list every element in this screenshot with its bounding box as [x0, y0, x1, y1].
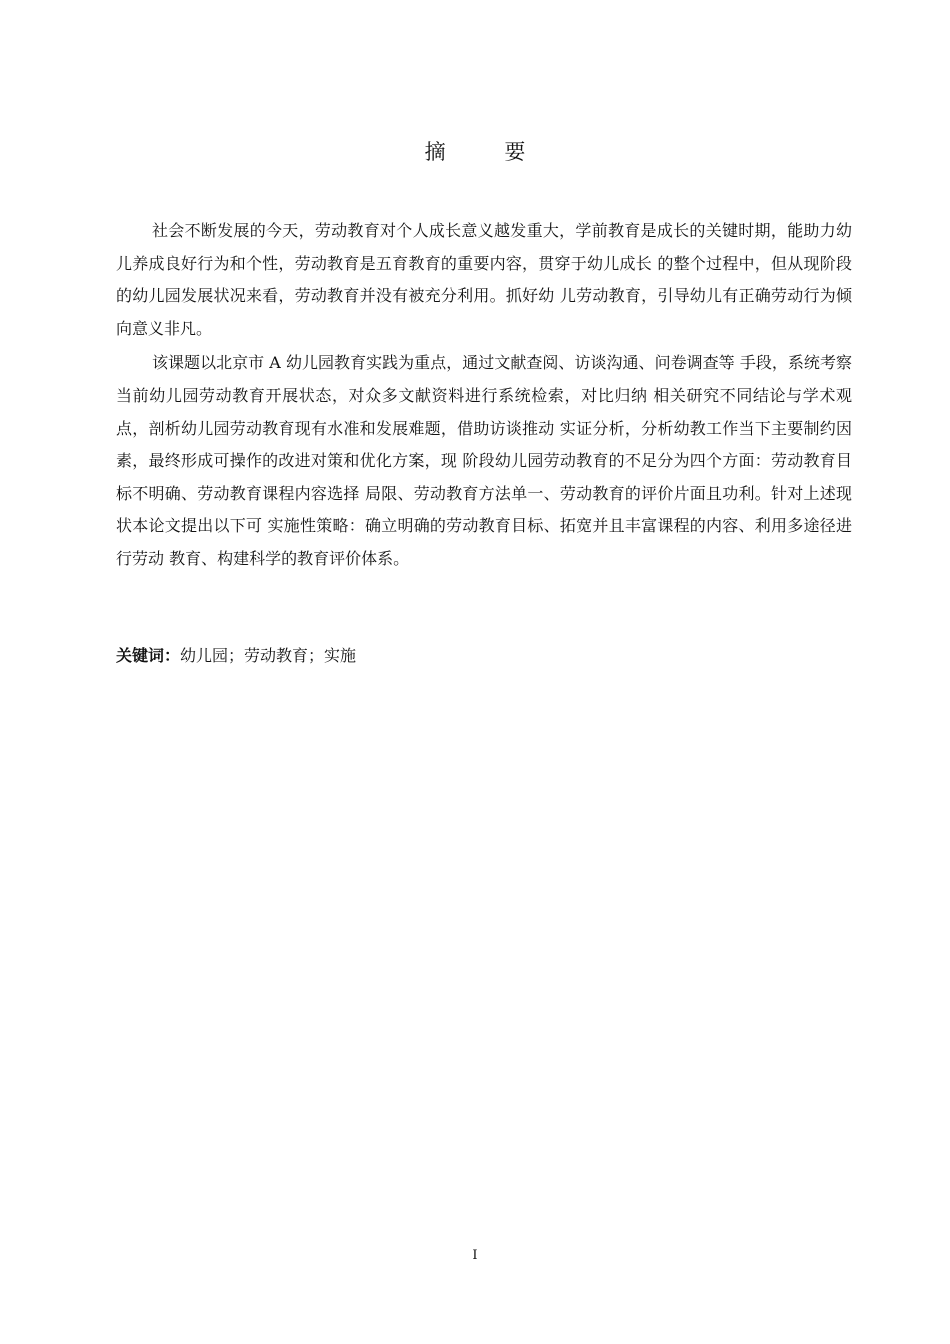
keywords-label: 关键词：: [116, 646, 181, 665]
abstract-title: 摘 要: [424, 140, 552, 165]
abstract-body: [116, 215, 852, 578]
abstract-paragraph-2: 该课题以北京市 A 幼儿园教育实践为重点，通过文献查阅、访谈沟通、问卷调查等 手段，系统考察当前幼儿园劳动教育开展状态，对众多文献资料进行系统检索，对比归纳 相关研究不同结论与学术观点，剖析幼儿园劳动教育现有水准和发展难题，借助访谈推动 实证分析，分析幼教工作当下主要制约因素，最终形成可操作的改进对策和优化方案，现 阶段幼儿园劳动教育的不足分为四个方面：劳动教育目标不明确、劳动教育课程内容选择 局限、劳动教育方法单一、劳动教育的评价片面且功利。针对上述现状本论文提出以下可 实施性策略：确立明确的劳动教育目标、拓宽并且丰富课程的内容、利用多途径进行劳动 教育、构建科学的教育评价体系。: [116, 353, 852, 568]
keywords-line: [116, 641, 356, 671]
page-number: I: [472, 1248, 478, 1263]
abstract-paragraph-1: 社会不断发展的今天，劳动教育对个人成长意义越发重大，学前教育是成长的关键时期，能助力幼儿养成良好行为和个性，劳动教育是五育教育的重要内容，贯穿于幼儿成长 的整个过程中，但从现阶段的幼儿园发展状况来看，劳动教育并没有被充分利用。抓好幼 儿劳动教育，引导幼儿有正确劳动行为倾向意义非凡。: [116, 221, 852, 338]
keywords-text: 幼儿园；劳动教育；实施: [180, 646, 357, 665]
